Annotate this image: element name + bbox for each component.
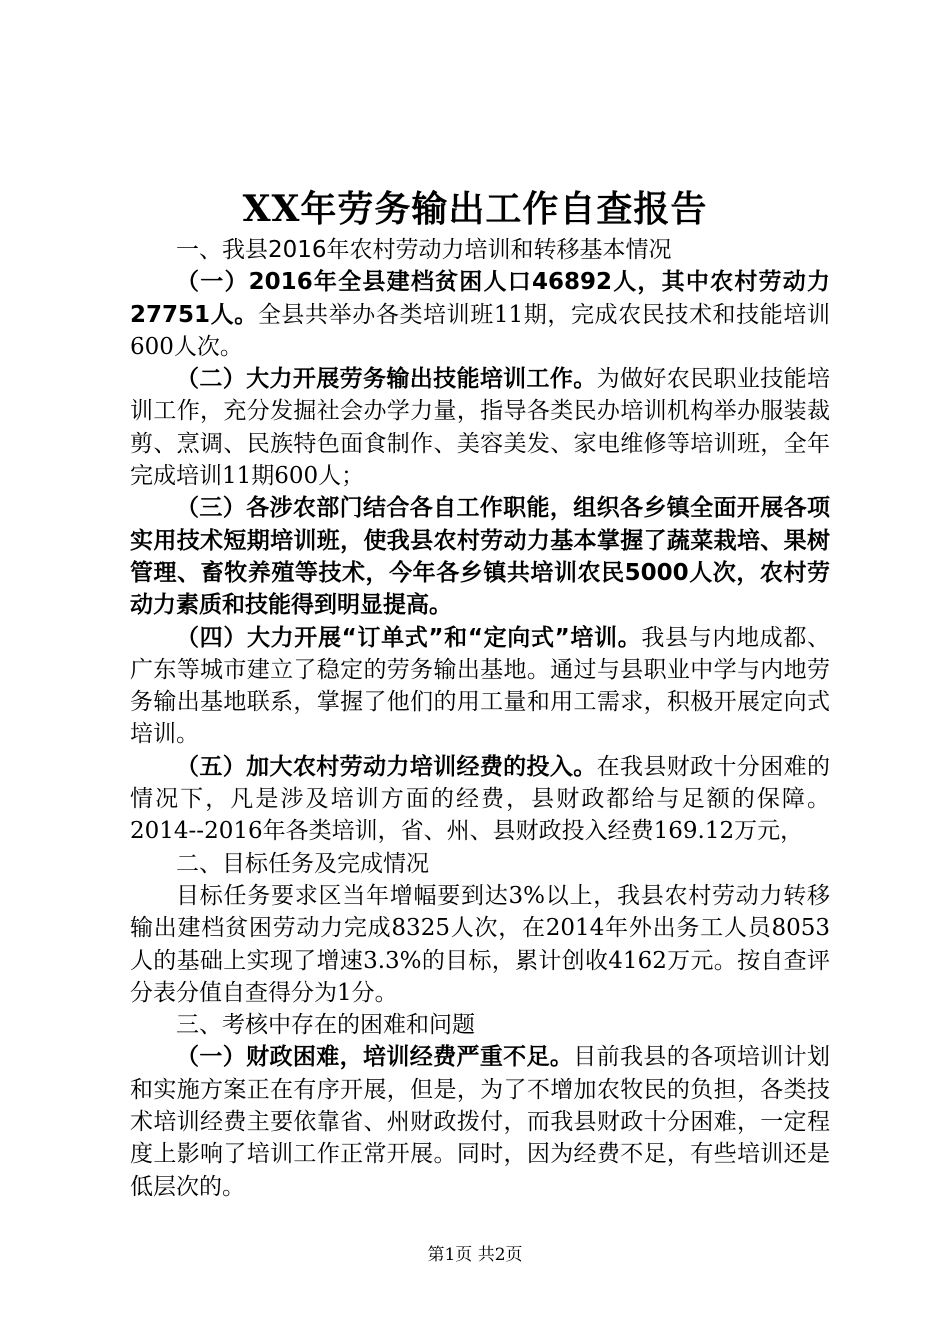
section-2-paragraph-1 — [130, 880, 830, 1009]
paragraph-lead: （一）财政困难，培训经费严重不足。 — [176, 1044, 574, 1071]
section-1-heading: 一、我县2016年农村劳动力培训和转移基本情况 — [176, 237, 672, 263]
page-number-footer: 第1页 共2页 — [427, 1245, 523, 1265]
paragraph-body: 在我县财政十分困难的情况下，凡是涉及培训方面的经费，县财政都给与足额的保障。2014--2016年各类培训，省、州、县财政投入经费169.12万元， — [130, 753, 831, 845]
paragraph-body: 全县共举办各类培训班11期，完成农民技术和技能培训600人次。 — [130, 301, 830, 360]
section-1-paragraph-2 — [130, 363, 830, 492]
section-1-paragraph-1 — [130, 266, 830, 363]
section-2-heading: 二、目标任务及完成情况 — [176, 850, 429, 877]
paragraph-lead: （四）大力开展“订单式”和“定向式”培训。 — [176, 624, 642, 651]
section-3-paragraph-1 — [130, 1041, 830, 1202]
paragraph-body: 目标任务要求区当年增幅要到达3%以上，我县农村劳动力转移输出建档贫困劳动力完成8325人次，在2014年外出务工人员8053人的基础上实现了增速3.3%的目标，累计创收4162万元。按自查评分表分值自查得分为1分。 — [130, 882, 830, 1006]
document-body — [130, 234, 830, 1203]
paragraph-lead: （三）各涉农部门结合各自工作职能，组织各乡镇全面开展各项实用技术短期培训班，使我县农村劳动力基本掌握了蔬菜栽培、果树管理、畜牧养殖等技术，今年各乡镇共培训农民5000人次，农村劳动力素质和技能得到明显提高。 — [130, 495, 830, 619]
section-1-paragraph-4 — [130, 622, 830, 751]
paragraph-lead: （二）大力开展劳务输出技能培训工作。 — [176, 366, 597, 393]
paragraph-lead: （五）加大农村劳动力培训经费的投入。 — [176, 753, 597, 780]
paragraph-lead: （一）2016年全县建档贫困人口46892人，其中农村劳动力27751人。 — [130, 269, 830, 328]
section-1-paragraph-3 — [130, 492, 830, 621]
section-3-heading: 三、考核中存在的困难和问题 — [176, 1012, 475, 1039]
paragraph-body: 为做好农民职业技能培训工作，充分发掘社会办学力量，指导各类民办培训机构举办服装裁剪、烹调、民族特色面食制作、美容美发、家电维修等培训班，全年完成培训11期600人； — [130, 366, 831, 490]
paragraph-body: 目前我县的各项培训计划和实施方案正在有序开展，但是，为了不增加农牧民的负担，各类技术培训经费主要依靠省、州财政拨付，而我县财政十分困难，一定程度上影响了培训工作正常开展。同时，因为经费不足，有些培训还是低层次的。 — [130, 1044, 831, 1200]
paragraph-body: 我县与内地成都、广东等城市建立了稳定的劳务输出基地。通过与县职业中学与内地劳务输出基地联系，掌握了他们的用工量和用工需求，积极开展定向式培训。 — [130, 624, 831, 748]
document-title: XX年劳务输出工作自查报告 — [242, 188, 708, 230]
section-1-paragraph-5 — [130, 751, 830, 848]
